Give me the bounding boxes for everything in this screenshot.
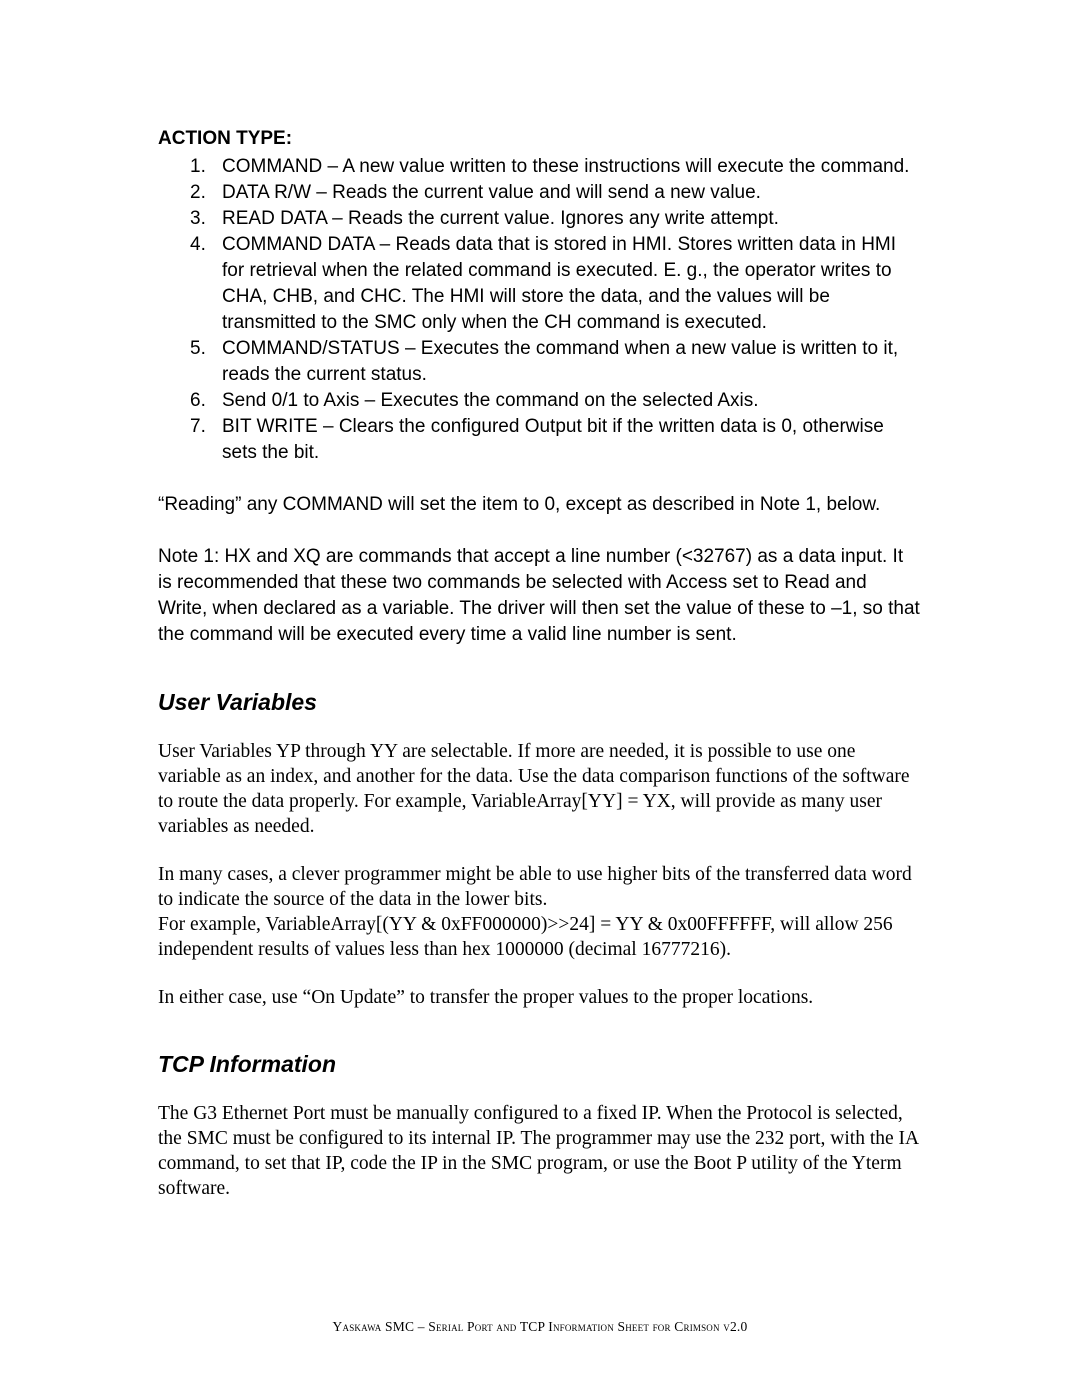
list-item-number: 4. [190,234,206,255]
list-item [190,206,920,232]
list-item-text: DATA R/W – Reads the current value and will send a new value. [222,182,761,203]
list-item-number: 2. [190,182,206,203]
list-item-number: 7. [190,416,206,437]
list-item-text: Send 0/1 to Axis – Executes the command on the selected Axis. [222,390,759,411]
list-item [190,336,920,388]
reading-note-paragraph: “Reading” any COMMAND will set the item to 0, except as described in Note 1, below. [158,494,881,515]
list-item-text: COMMAND – A new value written to these instructions will execute the command. [222,156,910,177]
list-item-number: 5. [190,338,206,359]
list-item [190,180,920,206]
action-type-list [158,154,920,466]
user-variables-paragraph: In many cases, a clever programmer might be able to use higher bits of the transferred data word to indicate the source of the data in the lower bits. [158,864,912,910]
list-item [190,388,920,414]
user-variables-heading: User Variables [158,689,317,715]
user-variables-paragraph: User Variables YP through YY are selectable. If more are needed, it is possible to use one variable as an index, and another for the data. Use the data comparison functions of the software to route the data properly. For example, VariableArray[YY] = YX, will provide as many user variables as needed. [158,741,910,837]
list-item-text: COMMAND/STATUS – Executes the command when a new value is written to it, reads the current status. [222,338,899,385]
list-item-number: 6. [190,390,206,411]
list-item-number: 1. [190,156,206,177]
tcp-information-heading: TCP Information [158,1051,337,1077]
list-item-text: BIT WRITE – Clears the configured Output bit if the written data is 0, otherwise sets the bit. [222,416,884,463]
action-type-heading: ACTION TYPE: [158,128,293,149]
list-item [190,154,920,180]
list-item-number: 3. [190,208,206,229]
page-footer: Yaskawa SMC – Serial Port and TCP Information Sheet for Crimson v2.0 [332,1319,748,1334]
note-1-paragraph: Note 1: HX and XQ are commands that accept a line number (<32767) as a data input. It is recommended that these two commands be selected with Access set to Read and Write, when declared as a variable. The driver will then set the value of these to –1, so that the command will be executed every time a valid line number is sent. [158,546,920,645]
list-item [190,232,920,336]
list-item-text: COMMAND DATA – Reads data that is stored in HMI. Stores written data in HMI for retrieval when the related command is executed. E. g., the operator writes to CHA, CHB, and CHC. The HMI will store the data, and the values will be transmitted to the SMC only when the CH command is executed. [222,234,897,333]
user-variables-paragraph: In either case, use “On Update” to transfer the proper values to the proper locations. [158,987,814,1008]
list-item-text: READ DATA – Reads the current value. Ignores any write attempt. [222,208,779,229]
tcp-information-paragraph: The G3 Ethernet Port must be manually configured to a fixed IP. When the Protocol is selected, the SMC must be configured to its internal IP. The programmer may use the 232 port, with the IA command, to set that IP, code the IP in the SMC program, or use the Boot P utility of the Yterm software. [158,1103,919,1199]
list-item [190,414,920,466]
user-variables-paragraph: For example, VariableArray[(YY & 0xFF000000)>>24] = YY & 0x00FFFFFF, will allow 256 independent results of values less than hex 1000000 (decimal 16777216). [158,914,893,960]
